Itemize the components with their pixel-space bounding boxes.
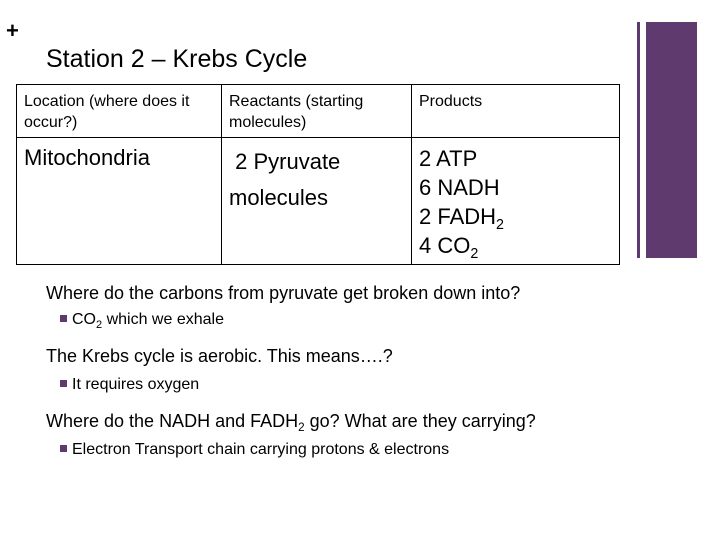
accent-bar [646, 22, 697, 258]
bullet-icon [60, 380, 67, 387]
slide-title: Station 2 – Krebs Cycle [46, 45, 308, 73]
table-header-row [17, 85, 620, 138]
question-2: The Krebs cycle is aerobic. This means….? [46, 346, 393, 366]
header-reactants: Reactants (starting molecules) [222, 85, 412, 138]
accent-line [637, 22, 640, 258]
product-atp: 2 ATP [419, 146, 478, 171]
table-row [17, 138, 620, 265]
answer-3: Electron Transport chain carrying protons & electrons [60, 440, 449, 460]
product-fadh2: 2 $FADH_2$ [419, 204, 504, 233]
product-co2: 4 $CO_2$ [419, 233, 479, 262]
header-location: Location (where does it occur?) [17, 85, 222, 138]
cell-products [412, 138, 620, 265]
cell-location: Mitochondria [17, 138, 222, 265]
bullet-icon [60, 315, 67, 322]
cell-reactants: 2 Pyruvate molecules [222, 138, 412, 265]
answer-1: $CO_2$ which we exhale [60, 310, 224, 335]
answer-2: It requires oxygen [60, 375, 199, 395]
question-3: Where do the NADH and $FADH_2$ go? What are they carrying? [46, 411, 536, 435]
header-products: Products [412, 85, 620, 138]
bullet-icon [60, 445, 67, 452]
product-nadh: 6 NADH [419, 175, 500, 200]
plus-icon: + [6, 18, 19, 43]
krebs-table [16, 84, 620, 265]
question-1: Where do the carbons from pyruvate get broken down into? [46, 283, 521, 303]
